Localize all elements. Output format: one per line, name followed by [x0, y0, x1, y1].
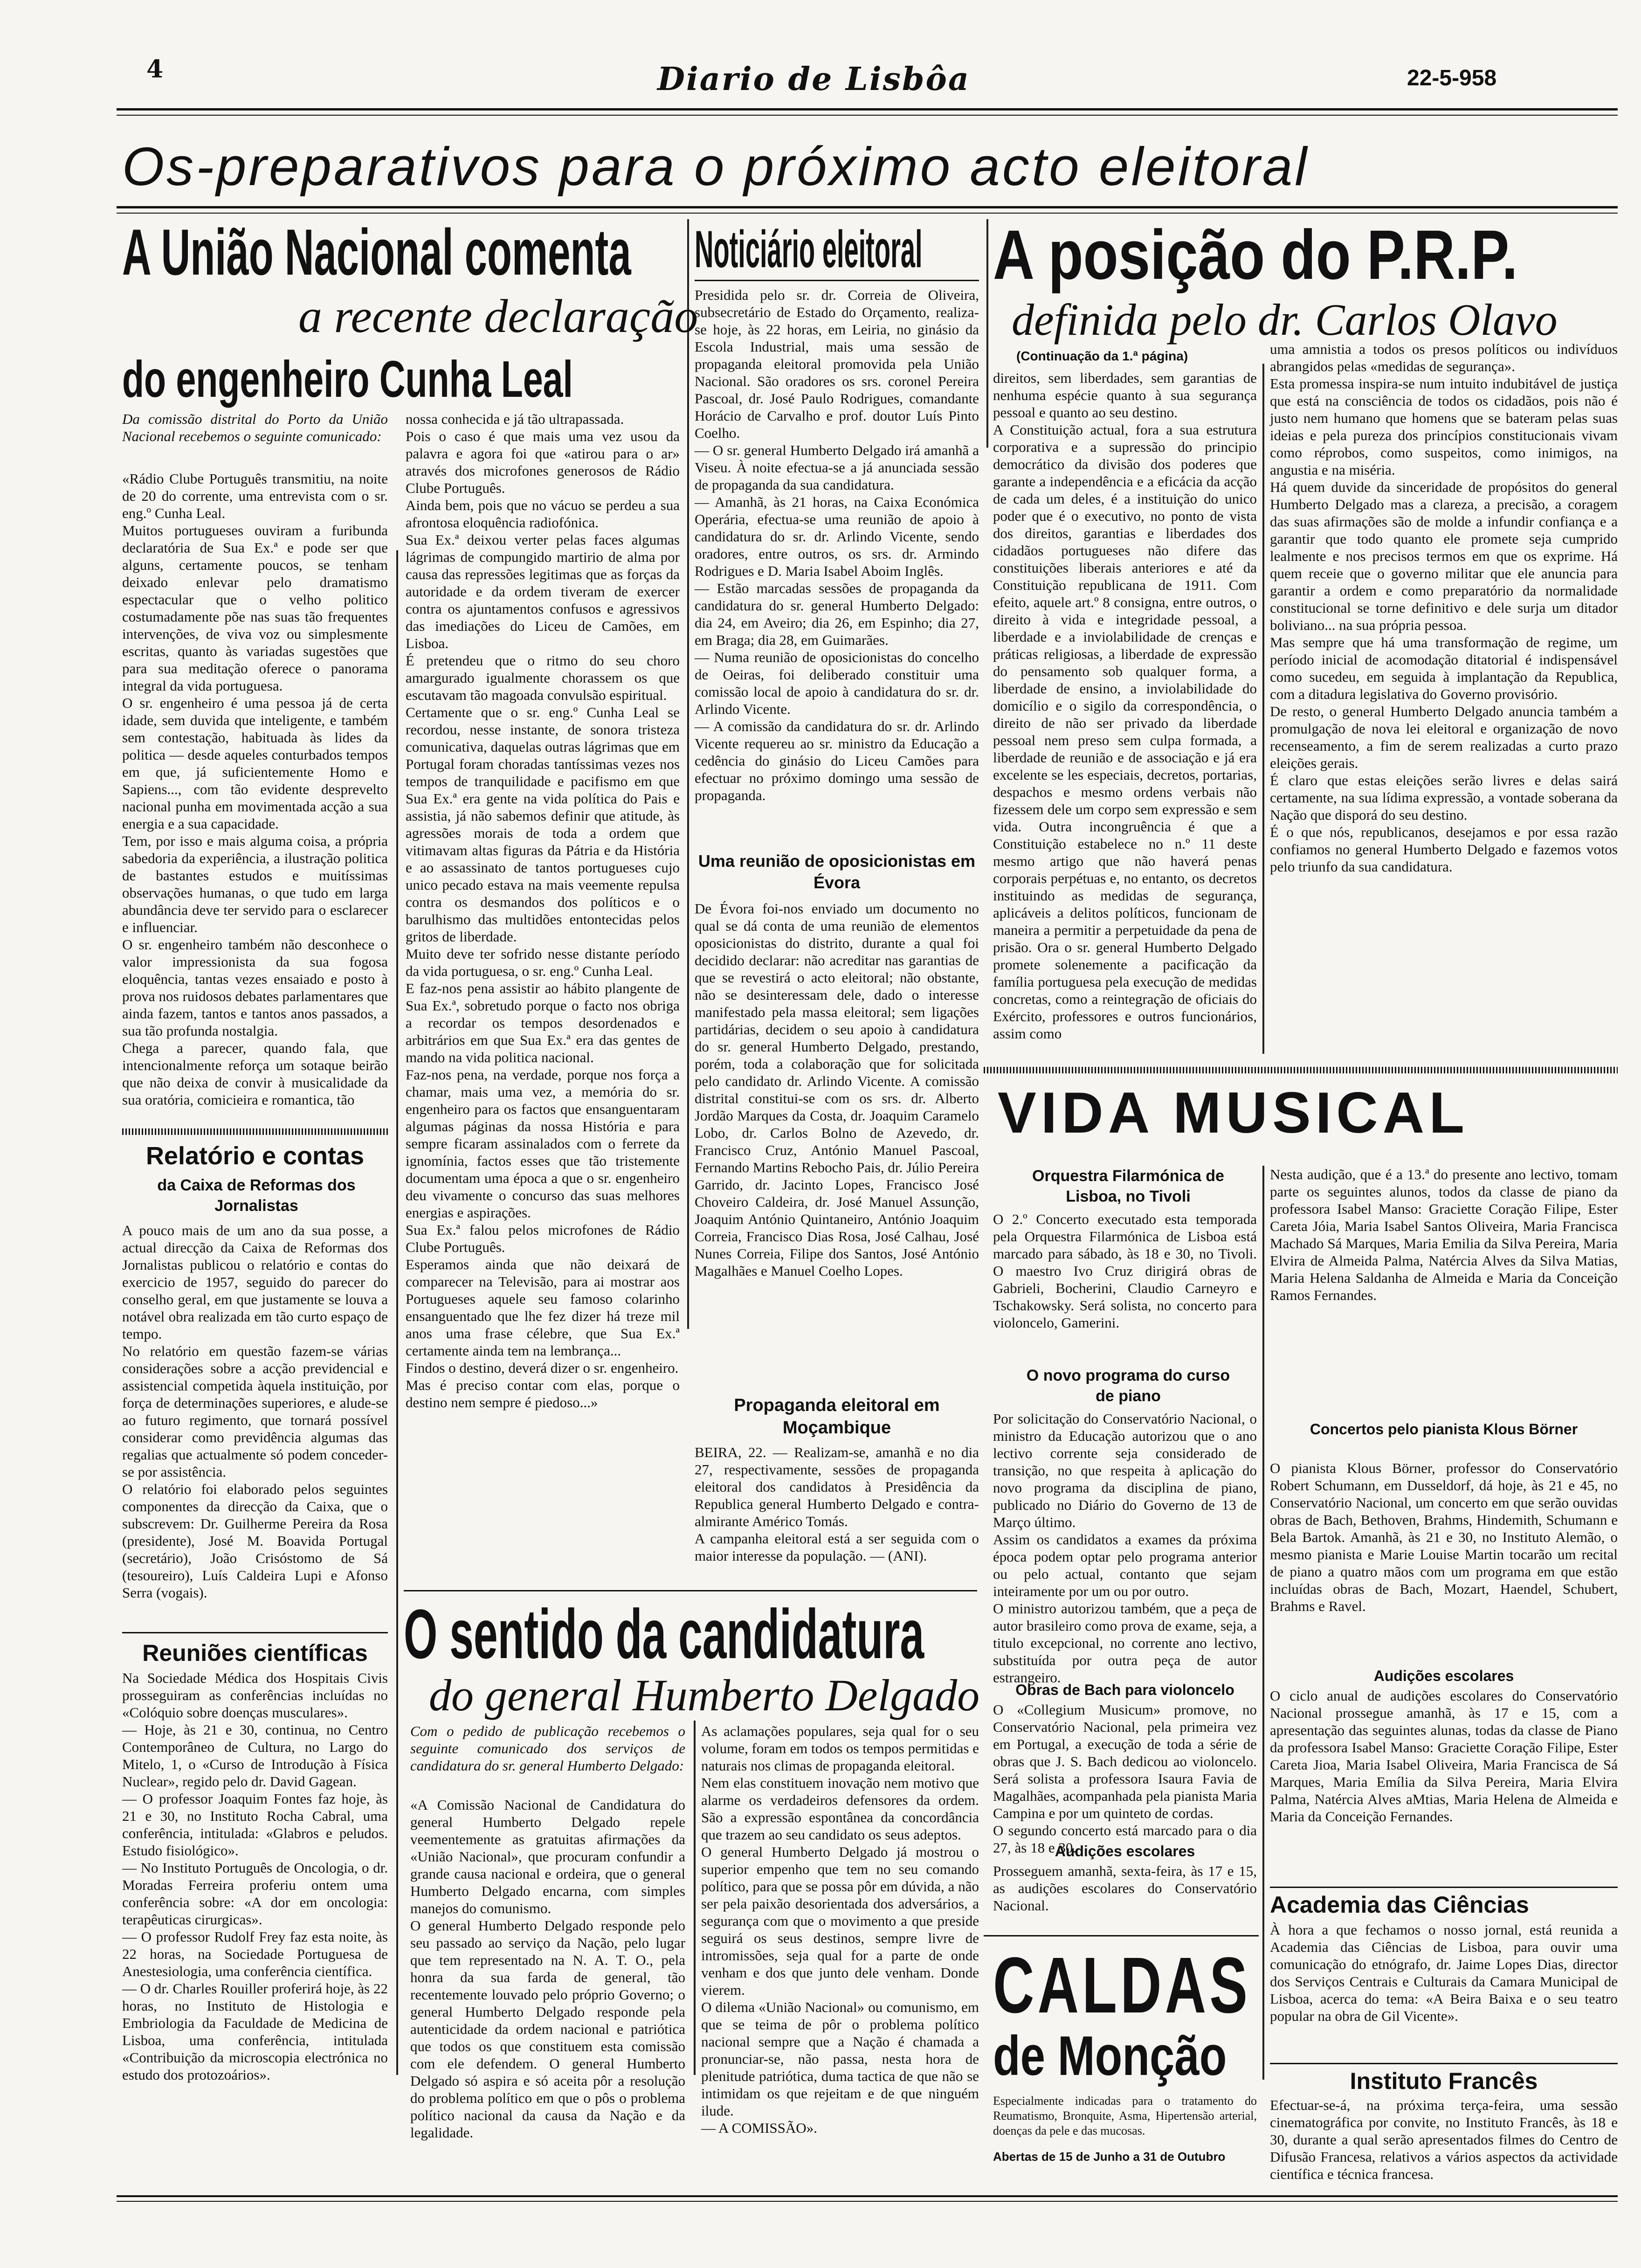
prp-body-left: direitos, sem liberdades, sem garantias de nenhuma espécie quanto à sua segurança pessoal e quanto ao seu destino. A Constituição actual, fora a sua estrutura corporativa e a supressão do principio democrático da divisão dos poderes que garante a independência e a eficácia da acção de cada um deles, é a instituição do unico poder que é o executivo, no ponto de vista dos direitos, garantias e liberdades dos cidadãos portugueses não difere das constituições liberais anteriores e até da Constituição republicana de 1911. Com efeito, aquele art.º 8 consigna, entre outros, o direito à vida e integridade pessoal, a liberdade e a inviolabilidade de crenças e práticas religiosas, a liberdade de expressão do pensamento sob qualquer forma, a liberdade de ensino, a inviolabilidade do domicílio e o sigilo da correspondência, o direito de não ser privado da liberdade pessoal nem preso sem culpa formada, a liberdade de reunião e de associação e já era excelente se les especiais, decretos, portarias, despachos e mesmo ordens verbais não fizessem dele um corpo sem expressão e sem vida. Outra incongruência é que a Constituição estabelece no n.º 11 deste mesmo artigo que não haverá penas corporais perpétuas e, no entanto, os decretos instituindo as medidas de segurança, aplicáveis a delitos políticos, funcionam de maneira a permitir a perpetuidade da pena de prisão. Ora o sr. general Humberto Delgado promete solenemente a pacificação da família portuguesa pela execução de medidas concretas, como a reintegração de oficiais do Exército, professores e outros funcionários, assim como [993, 370, 1257, 1042]
separator [122, 1128, 388, 1135]
piano-body: Por solicitação do Conservatório Nacional, o ministro da Educação autorizou que o ano lectivo corrente seja considerado de transição, no que respeita à aplicação do novo programa da disciplina de piano, publicado no Diário do Governo de 13 de Março último. Assim os candidatos a exames da próxima época podem optar pelo programa anterior ou pelo actual, contanto que sejam inteiramente por um ou por outro. O ministro autorizou também, que a peça de autor brasileiro como prova de exame, seja, a titulo excepcional, no corrente ano lectivo, substituída por outra peça de autor estrangeiro. [993, 1411, 1257, 1686]
separator [695, 280, 979, 281]
separator [122, 1632, 388, 1633]
noticiario-body: Presidida pelo sr. dr. Correia de Oliveira, subsecretário de Estado do Orçamento, realiza-se hoje, às 22 horas, em Leiria, no ginásio da Escola Industrial, mais uma sessão de propaganda eleitoral promovida pela União Nacional. São oradores os srs. coronel Pereira Pascoal, dr. José Paulo Rodrigues, comandante Horácio de Carvalho e prof. doutor Luís Pinto Coelho. — O sr. general Humberto Delgado irá amanhã a Viseu. À noite efectua-se a já anunciada sessão de propaganda da sua candidatura. — Amanhã, às 21 horas, na Caixa Económica Operária, efectua-se uma reunião de apoio à candidatura do sr. dr. Arlindo Vicente, sendo oradores, entre outros, os srs. dr. Armindo Rodrigues e D. Maria Isabel Aboim Inglês. — Estão marcadas sessões de propaganda da candidatura do sr. general Humberto Delgado: dia 24, em Aveiro; dia 26, em Espinho; dia 27, em Braga; dia 28, em Guimarães. — Numa reunião de oposicionistas do concelho de Oeiras, foi deliberado constituir uma comissão local de apoio à candidatura do sr. dr. Arlindo Vicente. — A comissão da candidatura do sr. dr. Arlindo Vicente requereu ao sr. ministro da Educação a cedência do ginásio do Liceu Camões para efectuar no próximo domingo uma sessão de propaganda. [695, 287, 979, 803]
audicao-body: Nesta audição, que é a 13.ª do presente ano lectivo, tomam parte os seguintes alunos, todos da classe de piano da professora Isabel Manso: Graciette Coração Filipe, Ester Careta Jóia, Maria Isabel Santos Oliveira, Maria Francisca Machado Sá Marques, Maria Emilia da Silva Pereira, Maria Elvira de Almeida Palma, Natércia Alves da Silva Matias, Maria Helena Saldanha de Almeida e Maria da Conceição Ramos Fernandes. [1270, 1166, 1618, 1303]
separator [984, 1067, 1618, 1073]
column-divider [1262, 1166, 1264, 2080]
subhead: a recente declaração [298, 290, 698, 343]
orquestra-title: Orquestra Filarmónica de Lisboa, no Tivoli [1032, 1167, 1224, 1205]
audicoes2-body: O ciclo anual de audições escolares do Conservatório Nacional prossegue amanhã, às 17 e 15, com a apresentação das seguintes alunas, todas da classe de Piano da professora Isabel Manso: Graciette Coração Filipe, Ester Careta Jioa, Maria Isabel Oliveira, Maria Francisca de Sá Marques, Maria Emília da Silva Pereira, Maria Elvira Palma, Natércia Alves aMtias, Maria Helena de Almeida e Maria da Conceição Fernandes. [1270, 1687, 1618, 1825]
banner-rule [117, 206, 1618, 208]
prp-body-right: uma amnistia a todos os presos políticos ou indivíduos abrangidos pelas «medidas de segurança». Esta promessa inspira-se num intuito indubitável de justiça que está na consciência de todos os cidadãos, pois não é justo nem humano que homens que se bateram pelas suas ideias e pela pureza dos princípios constitucionais vivam como réprobos, como suspeitos, como inimigos, na angustia e na miséria. Há quem duvide da sinceridade de propósitos do general Humberto Delgado mas a clareza, a precisão, a coragem das suas afirmações são de molde a infundir confiança e a garantir que todo quanto ele promete seja cumprido lealmente e nos precisos termos em que os exprime. Há quem receie que o governo militar que ele anuncia para garantir a ordem e como preparatório da normalidade constitucional se torne definitivo e dele surja um ditador boliviano... na sua própria pessoa. Mas sempre que há uma transformação de regime, um período inicial de acomodação ditatorial é indispensável como sucedeu, em seguida à implantação da Republica, com a ditadura legislativa do Governo provisório. De resto, o general Humberto Delgado anuncia também a promulgação de nova lei eleitoral e organização de novo recenseamento, a fim de serem realizadas a curto prazo eleições gerais. É claro que estas eleições serão livres e delas sairá certamente, na sua lídima expressão, a vontade soberana da Nação que disporá do seu destino. É o que nós, republicanos, desejamos e por essa razão confiamos no general Humberto Delgado e fazemos votos pelo triunfo da sua candidatura. [1270, 341, 1618, 875]
relatorio-body: A pouco mais de um ano da sua posse, a actual direcção da Caixa de Reformas dos Jornalistas publicou o relatório e contas do exercicio de 1957, seguido do parecer do conselho geral, em que justamente se louva a notável obra realizada em tão curto espaço de tempo. No relatório em questão fazem-se várias considerações sobre a acção previdencial e assistencial competida àquela instituição, por força de determinações superiores, e alude-se ao futuro regimento, que tornará possível considerar como previdência algumas das regalias que actualmente só podem conceder-se por assistência. O relatório foi elaborado pelos seguintes componentes da direcção da Caixa, que o subscrevem: Dr. Guilherme Pereira da Rosa (presidente), José M. Boavida Portugal (secretário), João Crisóstomo de Sá (tesoureiro), Luís Caldeira Lupi e Afonso Serra (vogais). [122, 1222, 388, 1601]
separator [1270, 2063, 1618, 2064]
masthead-rule [117, 108, 1618, 111]
caldas-text: Especialmente indicadas para o tratamento do Reumatismo, Bronquite, Asma, Hipertensão arterial, doenças da pele e das mucosas. [993, 2094, 1257, 2137]
issue-date: 22-5-958 [1407, 66, 1497, 90]
sentido-body-left: «A Comissão Nacional de Candidatura do general Humberto Delgado repele veementemente as gratuitas afirmações da «União Nacional», que procuram confundir a grande causa nacional e ordeira, que o general Humberto Delgado encarna, com simples manejos do comunismo. O general Humberto Delgado responde pelo seu passado ao serviço da Nação, pelo lugar que tem representado na N. A. T. O., pela honra da sua farda de general, tão recentemente louvado pelo próprio Governo; o general Humberto Delgado responde pela autenticidade da ordem nacional e patriótica que todos os que constituem esta comissão com ele defendem. O general Humberto Delgado só aspira e só aceita pôr a resolução do problema político em que o pôs o problema político nacional da causa da Nação e da legalidade. [410, 1797, 685, 2141]
academia-body: À hora a que fechamos o nosso jornal, está reunida a Academia das Ciências de Lisboa, para ouvir uma comunicação do etnógrafo, dr. Jaime Lopes Dias, director dos Serviços Centrais e Culturais da Camara Municipal de Lisboa, acerca do tema: «A Beira Baixa e o seu teatro popular na obra de Gil Vicente». [1270, 1922, 1618, 2024]
article-body-left: «Rádio Clube Português transmitiu, na noite de 20 do corrente, uma entrevista com o sr. eng.º Cunha Leal. Muitos portugueses ouviram a furibunda declaratória de Sua Ex.ª e pode ser que alguns, certamente poucos, se tenham deixado enlevar pelo dramatismo espectacular que o velho politico costumadamente põe nas suas tão frequentes intervenções, de viva voz ou simplesmente escritas, quanto às variadas sugestões que para sua meditação oferece o panorama integral da vida portuguesa. O sr. engenheiro é uma pessoa já de certa idade, sem duvida que inteligente, e também sem contestação, habituada às lides da politica — desde aqueles conturbados tempos em que, já suficientemente Homo e Sapiens..., com tão evidente desprevelto nacional punha em movimentada acção a sua energia e a sua capacidade. Tem, por isso e mais alguma coisa, a própria sabedoria da experiência, a ilustração politica de bastantes estudos e muitíssimas observações humanas, o que tudo em larga abundância deve ter servido para o esclarecer e influenciar. O sr. engenheiro também não desconhece o valor impressionista da sua fogosa eloquência, tantas vezes ensaiado e posto à prova nos ruidosos debates parlamentares que ainda fazem, tantos e tantos anos passados, a sua tão profunda nostalgia. Chega a parecer, quando fala, que intencionalmente reforça um sotaque beirão que não deixa de convir à musicalidade da sua oratória, comicieira e romantica, tão [122, 470, 388, 1108]
bottom-rule [117, 2195, 1618, 2197]
caldas-title: CALDAS [993, 1941, 1251, 2030]
caldas-title-2: de Monção [993, 2025, 1227, 2087]
intro: Da comissão distrital do Porto da União Nacional recebemos o seguinte comunicado: [122, 411, 388, 444]
reunioes-title: Reuniões científicas [142, 1640, 368, 1666]
continuation-note: (Continuação da 1.ª página) [1016, 349, 1188, 363]
instituto-body: Efectuar-se-á, na próxima terça-feira, uma sessão cinematográfica por convite, no Instituto Francês, às 18 e 30, durante a qual serão apresentados filmes do Centro de Difusão Francesa, relativos a vários aspectos da actividade científica e técnica francesa. [1270, 2097, 1618, 2182]
orquestra-body: O 2.º Concerto executado esta temporada pela Orquestra Filarmónica de Lisboa está marcado para sábado, às 18 e 30, no Tivoli. O maestro Ivo Cruz dirigirá obras de Gabrieli, Bocherini, Claudio Carneyro e Tschakowsky. Será solista, no concerto para violoncelo, Gamerini. [993, 1211, 1257, 1331]
separator [1270, 1887, 1618, 1888]
noticiario-title: Noticiário eleitoral [695, 220, 923, 278]
newspaper-title: Diario de Lisbôa [657, 61, 970, 98]
vida-musical-title: VIDA MUSICAL [998, 1081, 1469, 1145]
column-divider [986, 219, 988, 448]
piano-title: O novo programa do curso de piano [1026, 1367, 1230, 1405]
instituto-title: Instituto Francês [1350, 2068, 1538, 2094]
audicoes2-title: Audições escolares [1373, 1667, 1514, 1684]
bach-body: O «Collegium Musicum» promove, no Conservatório Nacional, pela primeira vez em Portugal, a execução de toda a série de obras que J. S. Bach dedicou ao violoncelo. Será solista a professora Isaura Favia de Magalhães, acompanhada pela pianista Maria Campina e por um quinteto de cordas. O segundo concerto está marcado para o dia 27, às 18 e 30. [993, 1701, 1257, 1856]
mocambique-title: Propaganda eleitoral em Moçambique [734, 1396, 940, 1438]
relatorio-title: Relatório e contas [145, 1142, 365, 1170]
column-divider [1262, 364, 1264, 1054]
evora-title: Uma reunião de oposicionistas em Évora [698, 851, 976, 892]
mocambique-body: BEIRA, 22. — Realizam-se, amanhã e no dia 27, respectivamente, sessões de propaganda eleitoral dos candidatos à Presidência da Republica general Humberto Delgado e contra-almirante Américo Tomás. A campanha eleitoral está a ser seguida com o maior interesse da população. — (ANI). [695, 1444, 979, 1564]
academia-title: Academia das Ciências [1270, 1892, 1529, 1918]
audicoes-body: Prosseguem amanhã, sexta-feira, às 17 e 15, as audições escolares do Conservatório Nacional. [993, 1863, 1257, 1914]
sentido-headline: O sentido da candidatura [404, 1595, 924, 1673]
relatorio-subtitle: da Caixa de Reformas dos Jornalistas [157, 1176, 356, 1215]
masthead-rule-thin [117, 115, 1618, 116]
prp-headline: A posição do P.R.P. [993, 215, 1518, 294]
caldas-season: Abertas de 15 de Junho a 31 de Outubro [993, 2150, 1226, 2164]
separator [984, 1935, 1259, 1936]
bottom-rule-thin [117, 2201, 1618, 2202]
article-body-right: nossa conhecida e já tão ultrapassada. Pois o caso é que mais uma vez usou da palavra e agora foi que «atirou para o ar» através dos microfones generosos de Rádio Clube Português. Ainda bem, pois que no vácuo se perdeu a sua afrontosa eloquência radiofónica. Sua Ex.ª deixou verter pelas faces algumas lágrimas de compungido martirio de alma por causa das repressões legitimas que as forças da autoridade e da ordem tiveram de exercer contra os ajuntamentos confusos e agressivos das imediações do Liceu de Camões, em Lisboa. É pretendeu que o ritmo do seu choro amargurado igualmente chorassem os que escutavam tão magoada convulsão espiritual. Certamente que o sr. eng.º Cunha Leal se recordou, nesse instante, de sonora tristeza comunicativa, daquelas outras lágrimas que em Portugal foram choradas tantíssimas vezes nos tempos de tranquilidade e pacifismo em que Sua Ex.ª era gente na vida política do Pais e assistia, já não sabemos definir que atitude, às agressões morais de toda a ordem que vitimavam altas figuras da Pátria e da História e ao assassinato de tantos portugueses cujo unico pecado estava na mais veemente repulsa contra os desmandos dos políticos e o barulhismo das multidões entontecidas pelos gritos de liberdade. Muito deve ter sofrido nesse distante período da vida portuguesa, o sr. eng.º Cunha Leal. E faz-nos pena assistir ao hábito plangente de Sua Ex.ª, sobretudo porque o facto nos obriga a recordar os tempos desordenados e arbitrários em que Sua Ex.ª era das gentes de mando na vida politica nacional. Faz-nos pena, na verdade, porque nos força a chamar, mais uma vez, a memória do sr. engenheiro para os factos que ensanguentaram algumas páginas da nossa História e para sempre ficaram assinalados com o ferrete da ignomínia, factos esses que tão tristemente documentam uma época a que o sr. engenheiro deu vivamente o concurso das suas melhores energias e aspirações. Sua Ex.ª falou pelos microfones de Rádio Clube Português. Esperamos ainda que não deixará de comparecer na Televisão, para ai mostrar aos Portugueses aquele seu famoso colarinho ensanguentado que lhe fez dizer há treze mil anos uma frase célebre, que Sua Ex.ª certamente ainda tem na lembrança... Findos o destino, deverá dizer o sr. engenheiro. Mas é preciso contar com elas, porque o destino nem sempre é piedoso...» [406, 411, 680, 1411]
headline: A União Nacional comenta [122, 215, 631, 289]
audicoes-title: Audições escolares [1055, 1843, 1195, 1860]
prp-subhead: definida pelo dr. Carlos Olavo [1012, 295, 1558, 345]
banner-rule-thin [117, 213, 1618, 214]
separator [404, 1590, 977, 1591]
column-divider [694, 1721, 696, 2075]
reunioes-body: Na Sociedade Médica dos Hospitais Civis prosseguiram as conferências incluídas no «Colóquio sobre doenças musculares». — Hoje, às 21 e 30, continua, no Centro Contemporâneo de Cultura, no Largo do Mitelo, 1, o «Curso de Introdução à Física Nuclear», regido pelo dr. David Gagean. — O professor Joaquim Fontes faz hoje, às 21 e 30, no Instituto Rocha Cabral, uma conferência, intitulada: «Glabros e peludos. Estudo fisiológico». — No Instituto Português de Oncologia, o dr. Moradas Ferreira proferiu ontem uma conferência sobre: «A dor em oncologia: terapêuticas cirurgicas». — O professor Rudolf Frey faz esta noite, às 22 horas, na Sociedade Portuguesa de Anestesiologia, uma conferência científica. — O dr. Charles Rouiller proferirá hoje, às 22 horas, no Instituto de Histologia e Embriologia da Faculdade de Medicina de Lisboa, uma conferência, intitulada «Contribuição da microscopia electrónica no estudo dos protozoários». [122, 1670, 388, 2083]
borner-title: Concertos pelo pianista Klous Börner [1310, 1421, 1578, 1438]
evora-body: De Évora foi-nos enviado um documento no qual se dá conta de uma reunião de elementos oposicionistas do distrito, durante a qual foi decidido declarar: não acreditar nas garantias de que se revestirá o acto eleitoral; não obstante, não se desinteressam dele, dado o interesse manifestado pela massa eleitoral; sem ligações partidárias, decidem o seu apoio à candidatura do sr. general Humberto Delgado, prestando, porém, toda a colaboração que for solicitada pelo candidato dr. Arlindo Vicente. A comissão distrital constitui-se com os srs. dr. Alberto Jordão Marques da Costa, dr. Joaquim Caramelo Lobo, dr. Carlos Bolno de Azevedo, dr. Francisco Cruz, António Manuel Pascoal, Fernando Martins Rebocho Pais, dr. Júlio Pereira Garrido, dr. Jacinto Lopes, Francisco José Choveiro Caldeira, dr. José Manuel Assunção, Joaquim António Quintaneiro, António Joaquim Correia, Francisco Dias Rosa, José Calhau, José Nunes Correia, Filipe dos Santos, José António Magalhães e Manuel Coelho Lopes. [695, 900, 979, 1279]
column-divider [396, 550, 398, 2075]
column-divider [687, 219, 689, 1329]
sentido-intro: Com o pedido de publicação recebemos o seguinte comunicado dos serviços de candidatura do sr. general Humberto Delgado: [410, 1723, 685, 1774]
borner-body: O pianista Klous Börner, professor do Conservatório Robert Schumann, em Dusseldorf, dá hoje, às 21 e 45, no Conservatório Nacional, um concerto em que serão ouvidas obras de Bach, Bethoven, Brahms, Hindemith, Schumann e Bela Bartok. Amanhã, às 21 e 30, no Instituto Alemão, o mesmo pianista e Marie Louise Martin tocarão um recital de piano a quatro mãos com um programa em que estão incluídas obras de Bach, Mozart, Haendel, Schubert, Brahms e Ravel. [1270, 1460, 1618, 1614]
sentido-subhead: do general Humberto Delgado [429, 1670, 980, 1720]
page-number: 4 [146, 55, 164, 83]
sentido-body-right: As aclamações populares, seja qual for o seu volume, foram em todos os tempos permitidas e naturais nos climas de propaganda eleitoral. Nem elas constituem inovação nem motivo que alarme os verdadeiros defensores da ordem. São a expressão espontânea da concordância que trazem ao seu candidato os seus adeptos. O general Humberto Delgado já mostrou o superior empenho que tem no seu comando político, para que se possa pôr em dúvida, a não ser pela paixão desorientada dos adversários, a segurança com que o movimento a que preside seguirá os seus destinos, sempre livre de intromissões, seja qual for a parte de onde venham e dos que junto dele venham. Donde vierem. O dilema «União Nacional» ou comunismo, em que se teima de pôr o problema político nacional sempre que a Nação é chamada a pronunciar-se, não passa, nesta hora de plenitude patriótica, duma tactica de que não se intimidam os que rejeitam e de que ninguém ilude. — A COMISSÃO». [701, 1723, 979, 2136]
subhead-name: do engenheiro Cunha Leal [122, 351, 573, 408]
bach-title: Obras de Bach para violoncelo [1015, 1681, 1234, 1698]
banner-headline: Os-preparativos para o próximo acto eleitoral [122, 136, 1310, 197]
